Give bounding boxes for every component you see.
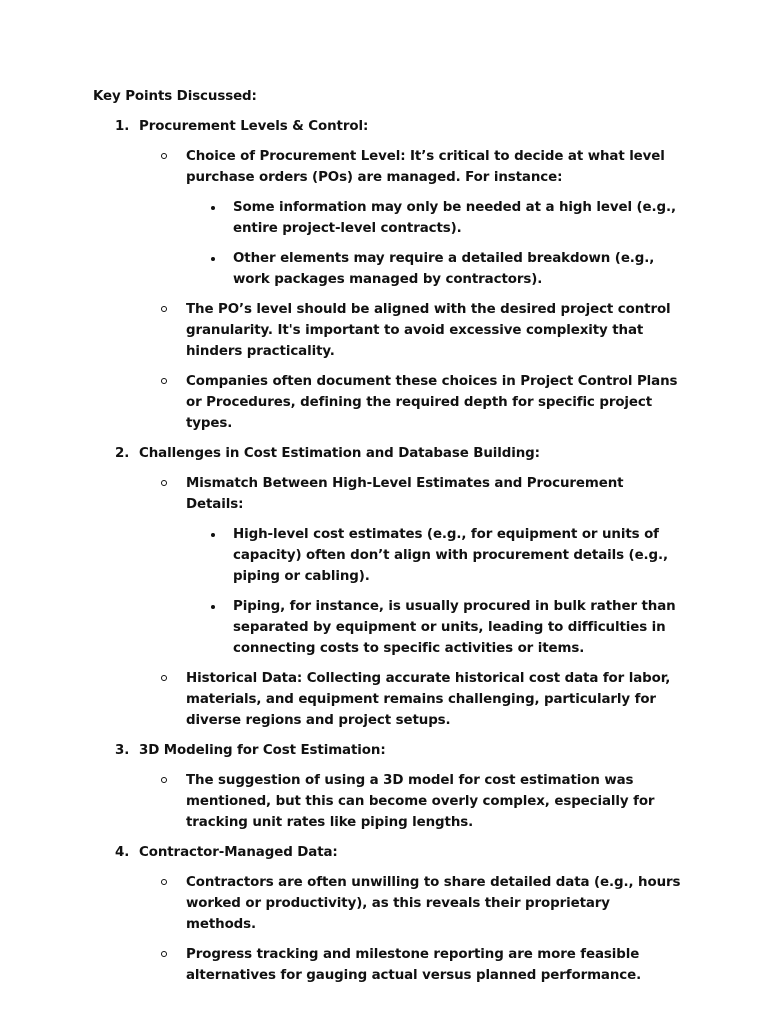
point-item (139, 770, 683, 833)
point-list (139, 770, 683, 833)
section-number: 1. (115, 119, 130, 134)
point-list (139, 146, 683, 434)
sub-point-text: Other elements may require a detailed breakdown (e.g., work packages managed by contractors). (233, 251, 655, 287)
hollow-circle-bullet-icon (161, 306, 167, 312)
section-item (93, 443, 683, 731)
filled-dot-bullet-icon (211, 257, 215, 261)
hollow-circle-bullet-icon (161, 879, 167, 885)
point-item (139, 944, 683, 986)
point-text: Choice of Procurement Level: It’s critical to decide at what level purchase orders (POs) are managed. For instance: (186, 149, 665, 185)
section-title: Procurement Levels & Control: (139, 119, 369, 134)
section-item (93, 740, 683, 833)
point-text: The suggestion of using a 3D model for cost estimation was mentioned, but this can become overly complex, especially for tracking unit rates like piping lengths. (186, 773, 655, 830)
point-text: The PO’s level should be aligned with the desired project control granularity. It's important to avoid excessive complexity that hinders practicality. (186, 302, 671, 359)
point-text: Historical Data: Collecting accurate historical cost data for labor, materials, and equipment remains challenging, particularly for diverse regions and project setups. (186, 671, 671, 728)
sub-point-item (186, 596, 683, 659)
sub-point-item (186, 524, 683, 587)
section-item (93, 842, 683, 986)
sub-point-text: Piping, for instance, is usually procured in bulk rather than separated by equipment or units, leading to difficulties in connecting costs to specific activities or items. (233, 599, 676, 656)
sections-list (93, 116, 683, 995)
sub-point-item (186, 197, 683, 239)
sub-point-item (186, 248, 683, 290)
filled-dot-bullet-icon (211, 206, 215, 210)
sub-point-list (186, 524, 683, 659)
sub-point-text: Some information may only be needed at a high level (e.g., entire project-level contracts). (233, 200, 676, 236)
point-item (139, 473, 683, 659)
hollow-circle-bullet-icon (161, 480, 167, 486)
section-number: 4. (115, 845, 130, 860)
point-item (139, 371, 683, 434)
hollow-circle-bullet-icon (161, 153, 167, 159)
point-item (139, 872, 683, 935)
section-number: 3. (115, 743, 130, 758)
hollow-circle-bullet-icon (161, 951, 167, 957)
filled-dot-bullet-icon (211, 533, 215, 537)
filled-dot-bullet-icon (211, 605, 215, 609)
hollow-circle-bullet-icon (161, 675, 167, 681)
section-item (93, 116, 683, 434)
section-title: 3D Modeling for Cost Estimation: (139, 743, 386, 758)
section-number: 2. (115, 446, 130, 461)
section-title: Challenges in Cost Estimation and Database Building: (139, 446, 540, 461)
point-item (139, 146, 683, 290)
hollow-circle-bullet-icon (161, 777, 167, 783)
point-list (139, 473, 683, 731)
point-text: Companies often document these choices in Project Control Plans or Procedures, defining the required depth for specific project types. (186, 374, 678, 431)
sub-point-list (186, 197, 683, 290)
point-item (139, 668, 683, 731)
section-title: Contractor-Managed Data: (139, 845, 338, 860)
sub-point-text: High-level cost estimates (e.g., for equipment or units of capacity) often don’t align with procurement details (e.g., piping or cabling). (233, 527, 668, 584)
point-text: Progress tracking and milestone reporting are more feasible alternatives for gauging actual versus planned performance. (186, 947, 642, 983)
point-text: Mismatch Between High-Level Estimates and Procurement Details: (186, 476, 624, 512)
point-text: Contractors are often unwilling to share detailed data (e.g., hours worked or productivity), as this reveals their proprietary methods. (186, 875, 681, 932)
point-list (139, 872, 683, 986)
point-item (139, 299, 683, 362)
key-points-heading: Key Points Discussed: (93, 89, 257, 104)
hollow-circle-bullet-icon (161, 378, 167, 384)
